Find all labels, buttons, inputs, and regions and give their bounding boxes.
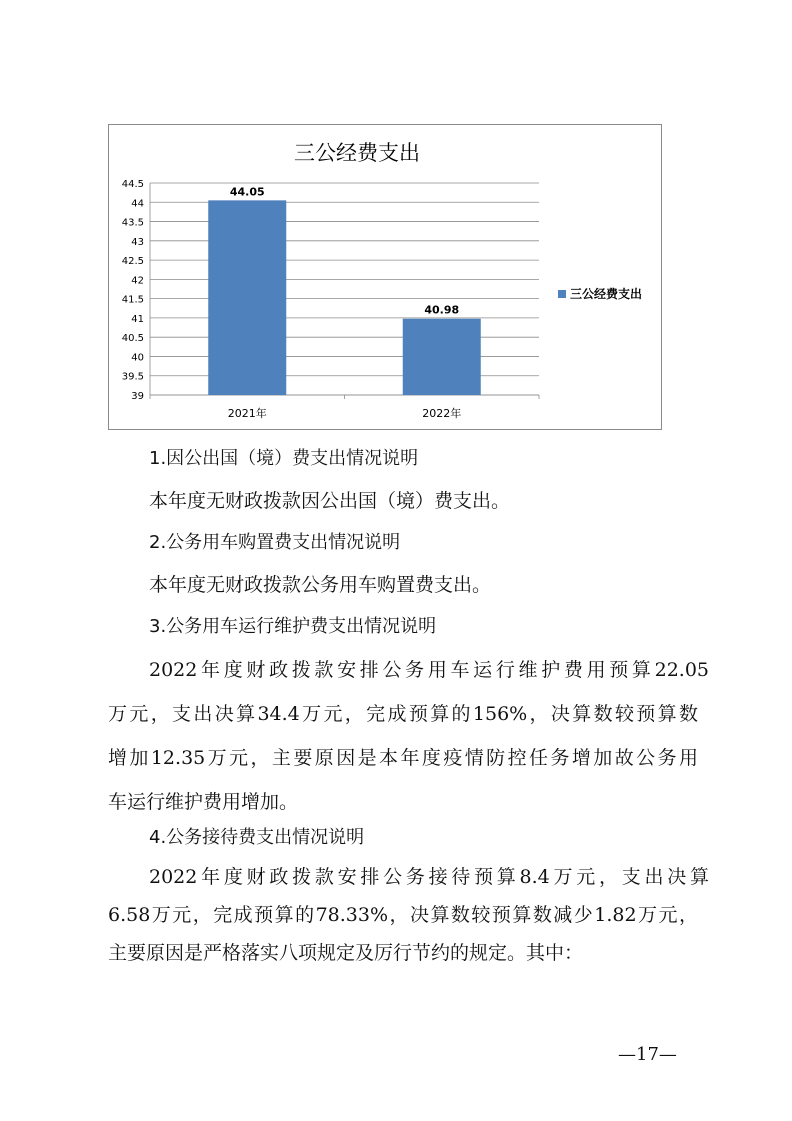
y-tick-label: 44.5 <box>121 179 144 190</box>
section-3-body-line: 万元，支出决算34.4万元，完成预算的156%，决算数较预算数 <box>108 703 698 725</box>
section-1-body: 本年度无财政拨款因公出国（境）费支出。 <box>149 490 511 512</box>
y-tick-label: 43.5 <box>121 217 144 229</box>
y-tick-label: 41.5 <box>121 294 144 306</box>
chart-title: 三公经费支出 <box>294 141 420 165</box>
section-1-heading: 1.因公出国（境）费支出情况说明 <box>149 448 419 469</box>
section-3-heading: 3.公务用车运行维护费支出情况说明 <box>149 616 437 637</box>
legend-label: 三公经费支出 <box>570 287 643 301</box>
bar-chart <box>109 125 661 429</box>
x-tick-label: 2021年 <box>227 407 267 420</box>
data-label: 40.98 <box>424 303 460 317</box>
section-3-body-line: 增加12.35万元，主要原因是本年度疫情防控任务增加故公务用 <box>108 747 698 769</box>
data-label: 44.05 <box>229 185 265 199</box>
y-tick-label: 40 <box>131 352 144 364</box>
legend-swatch <box>558 290 566 298</box>
y-tick-label: 43 <box>131 236 144 248</box>
x-tick-label: 2022年 <box>422 407 462 420</box>
y-tick-label: 42 <box>131 275 144 287</box>
bar <box>208 200 286 395</box>
section-4-heading: 4.公务接待费支出情况说明 <box>149 827 365 848</box>
y-tick-label: 42.5 <box>121 256 144 268</box>
y-tick-label: 44 <box>131 198 144 210</box>
section-4-body-line: 6.58万元，完成预算的78.33%，决算数较预算数减少1.82万元， <box>108 904 698 926</box>
section-2-heading: 2.公务用车购置费支出情况说明 <box>149 532 401 553</box>
bar <box>403 319 481 395</box>
section-3-body-line: 车运行维护费用增加。 <box>108 791 299 813</box>
section-2-body: 本年度无财政拨款公务用车购置费支出。 <box>149 574 492 596</box>
section-3-body-line: 2022年度财政拨款安排公务用车运行维护费用预算22.05 <box>149 659 709 681</box>
y-tick-label: 40.5 <box>121 333 144 345</box>
section-4-body-line: 2022年度财政拨款安排公务接待预算8.4万元，支出决算 <box>149 866 709 888</box>
chart-container <box>108 124 662 430</box>
y-tick-label: 39.5 <box>121 371 144 383</box>
page-number: —17— <box>618 1044 677 1065</box>
section-4-body-line: 主要原因是严格落实八项规定及厉行节约的规定。其中： <box>108 942 584 964</box>
y-tick-label: 39 <box>131 391 144 402</box>
y-tick-label: 41 <box>131 313 144 325</box>
